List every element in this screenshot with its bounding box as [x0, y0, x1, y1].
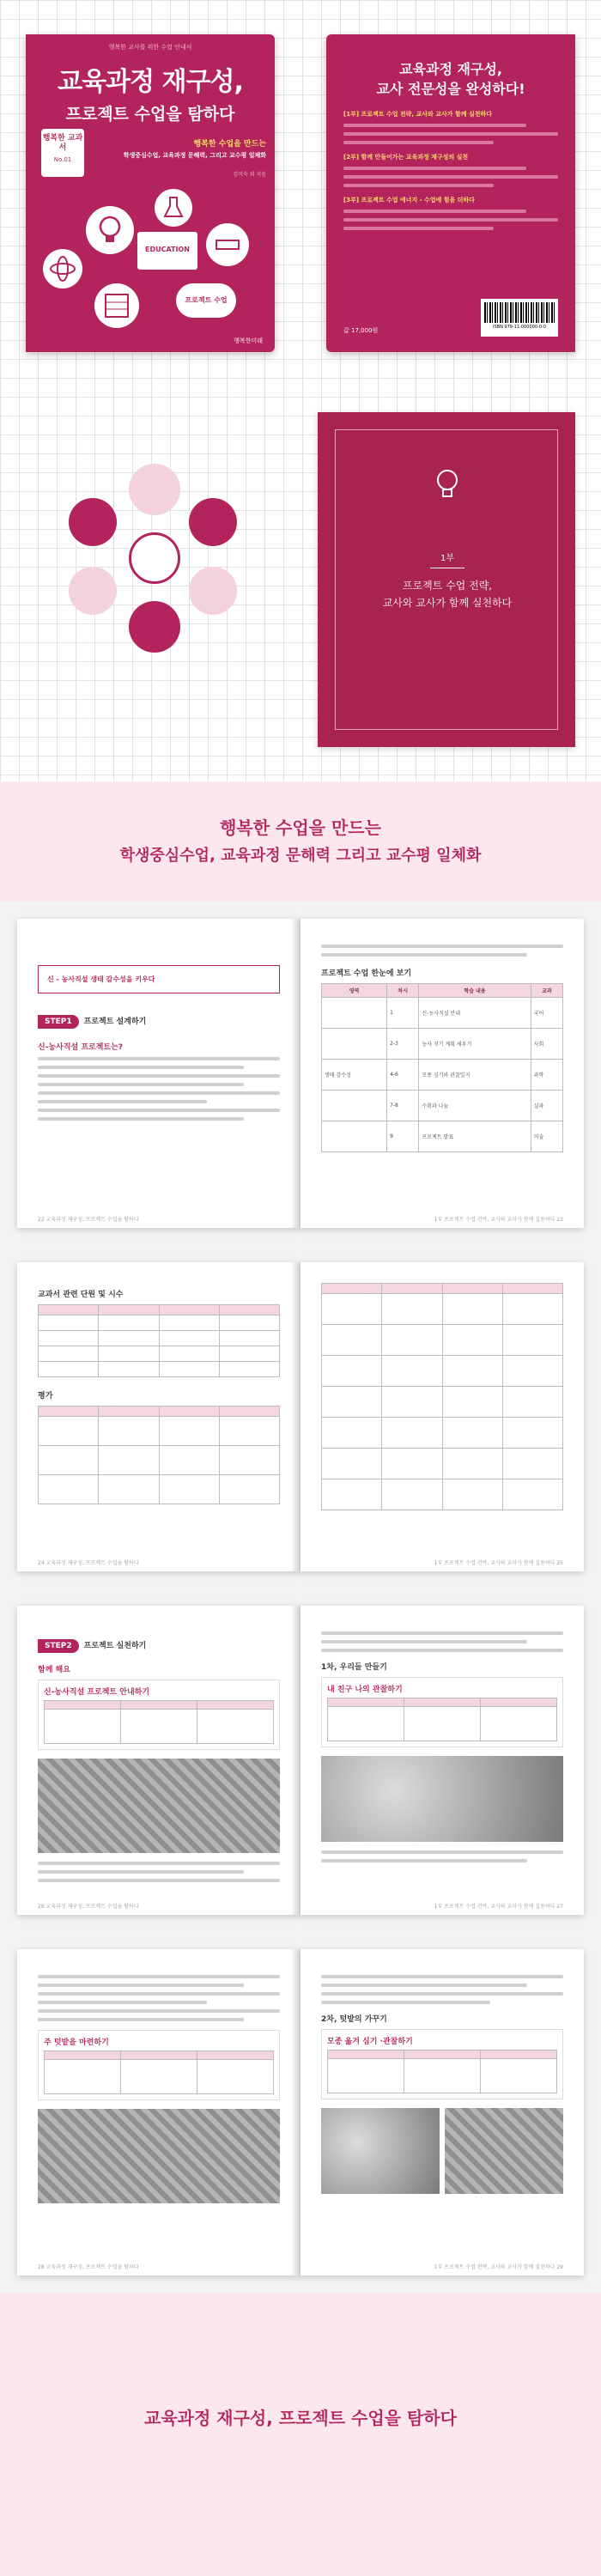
- lightbulb-icon: [430, 465, 464, 507]
- table-row: [328, 2050, 557, 2059]
- table-row: [322, 1091, 563, 1121]
- table-cell: [328, 2059, 404, 2093]
- text-line: [321, 1975, 563, 1978]
- question-heading: 신-농사직설 프로젝트는?: [38, 1043, 124, 1052]
- table-cell: [322, 1449, 382, 1479]
- chapter-box-text: 신 - 농사직설 생태 감수성을 키우다: [47, 975, 155, 983]
- flask-icon: [155, 189, 192, 227]
- isbn: ISBN 979-11-000000-0-0: [493, 325, 546, 330]
- table-row: [45, 1710, 274, 1744]
- subhead: 함께 해요: [38, 1666, 70, 1674]
- table-cell: [502, 1418, 562, 1449]
- table-cell: [442, 1294, 502, 1325]
- spread3-left: [17, 1606, 300, 1915]
- page-number-left: 26 교육과정 재구성, 프로젝트 수업을 탐하다: [38, 1904, 139, 1910]
- table-header-cell: 교과: [531, 984, 562, 998]
- table-cell: [404, 1707, 481, 1741]
- front-cover: [26, 34, 275, 352]
- chapter-box: [38, 965, 280, 993]
- cover-title-line2: 프로젝트 수업을 탐하다: [65, 105, 235, 124]
- table-cell: [502, 1479, 562, 1510]
- text-line: [343, 227, 494, 230]
- table-cell: [382, 1479, 442, 1510]
- text-line: [343, 210, 526, 213]
- table-cell: [322, 1294, 382, 1325]
- table-cell: [442, 1449, 502, 1479]
- table-cell: [99, 1446, 159, 1475]
- table-row: [328, 1707, 557, 1741]
- text-line: [38, 2009, 280, 2013]
- back-section-1: [1부] 프로젝트 수업 전략, 교사와 교사가 함께 실천하다: [343, 111, 492, 118]
- text-line: [321, 1649, 563, 1652]
- table-cell: [322, 1121, 387, 1152]
- table-row: [322, 1387, 563, 1418]
- table-cell: 농사 짓기 계획 세우기: [419, 1029, 531, 1060]
- activity-box-title: 주 텃밭을 마련하기: [44, 2038, 109, 2047]
- table-header-cell: [159, 1406, 219, 1417]
- table-row: [45, 2060, 274, 2094]
- table-cell: [481, 2059, 557, 2093]
- text-line: [38, 1091, 280, 1095]
- cover-illustration: [34, 189, 266, 343]
- table-header-cell: [219, 1406, 279, 1417]
- page-number-right: 1부 프로젝트 수업 전략, 교사와 교사가 함께 실천하다 29: [434, 2264, 563, 2270]
- table-cell: [159, 1446, 219, 1475]
- page-number-left: 22 교육과정 재구성, 프로젝트 수업을 탐하다: [38, 1217, 139, 1223]
- back-section-2: [2부] 함께 만들어가는 교육과정 재구성의 실천: [343, 154, 469, 161]
- cover-top-label: 행복한 교사를 위한 수업 안내서: [108, 44, 192, 51]
- table-cell: [442, 1325, 502, 1356]
- cover-tagline-line2: 학생중심수업, 교육과정 문해력, 그리고 교수평 일체화: [123, 152, 266, 159]
- activity-box-title: 신-농사직설 프로젝트 안내하기: [44, 1688, 150, 1697]
- table-cell: [442, 1479, 502, 1510]
- table-header-cell: [502, 1284, 562, 1294]
- activity-box-title: 모종 옮겨 심기 ·관찰하기: [327, 2038, 413, 2046]
- table-cell: [39, 1362, 99, 1377]
- text-line: [38, 2018, 244, 2021]
- abacus-icon: [94, 283, 139, 328]
- activity-box: [38, 1680, 280, 1750]
- activity-table: [327, 2050, 557, 2093]
- text-line: [321, 1984, 527, 1987]
- text-line: [343, 124, 526, 127]
- table-cell: 수확과 나눔: [419, 1091, 531, 1121]
- step-badge: STEP2: [38, 1639, 79, 1653]
- table-cell: 2-3: [387, 1029, 419, 1060]
- caption-band-1: [0, 781, 601, 902]
- activity-photo: [445, 2108, 563, 2194]
- garden-photo: [38, 2109, 280, 2203]
- table-row: [322, 1356, 563, 1387]
- table-cell: [197, 2060, 274, 2094]
- text-line: [343, 141, 494, 144]
- table-row: [322, 1294, 563, 1325]
- step-header: [38, 1011, 280, 1029]
- table-cell: [99, 1315, 159, 1331]
- table-cell: [382, 1294, 442, 1325]
- table-cell: [442, 1387, 502, 1418]
- table-cell: [39, 1331, 99, 1346]
- table-cell: [121, 2060, 197, 2094]
- text-line: [38, 1870, 244, 1874]
- spread-4: [0, 1932, 601, 2293]
- table-header-cell: 학습 내용: [419, 984, 531, 998]
- table-row: [39, 1406, 280, 1417]
- text-line: [321, 1640, 527, 1643]
- spread-2: [0, 1245, 601, 1589]
- text-line: [38, 1992, 280, 1996]
- table-row: [322, 1479, 563, 1510]
- table-cell: [159, 1315, 219, 1331]
- activity-table: [327, 1698, 557, 1741]
- table-row: [39, 1331, 280, 1346]
- spread2-heading: 교과서 관련 단원 및 시수: [38, 1291, 124, 1299]
- activity-box: [38, 2030, 280, 2100]
- table-cell: [99, 1346, 159, 1362]
- series-badge-label: 행복한 교과서: [42, 134, 83, 152]
- table-cell: [382, 1325, 442, 1356]
- table-header-cell: [99, 1305, 159, 1315]
- page-number-left: 28 교육과정 재구성, 프로젝트 수업을 탐하다: [38, 2264, 139, 2270]
- table-cell: [39, 1346, 99, 1362]
- table-cell: [322, 1325, 382, 1356]
- price-label: 값 17,000원: [343, 327, 379, 334]
- text-line: [38, 1862, 280, 1865]
- activity-table: [44, 1700, 274, 1744]
- table-cell: 실과: [531, 1091, 562, 1121]
- units-table: [38, 1304, 280, 1377]
- text-line: [38, 1975, 280, 1978]
- table-header-cell: [219, 1305, 279, 1315]
- table-header-cell: [99, 1406, 159, 1417]
- step-title: 프로젝트 설계하기: [83, 1018, 147, 1026]
- text-line: [38, 1100, 207, 1103]
- table-cell: [382, 1387, 442, 1418]
- part-title-line2: 교사와 교사가 함께 실천하다: [382, 597, 513, 609]
- text-line: [38, 1109, 280, 1112]
- table-cell: [99, 1331, 159, 1346]
- evaluation-heading: 평가: [38, 1392, 53, 1400]
- table-cell: 모종 심기와 관찰일지: [419, 1060, 531, 1091]
- table-cell: [39, 1475, 99, 1504]
- table-cell: 신-농사직설 안내: [419, 998, 531, 1029]
- table-header-cell: [442, 1284, 502, 1294]
- table-row: [322, 1449, 563, 1479]
- evaluation-table: [38, 1406, 280, 1504]
- activity-photo: [321, 2108, 440, 2194]
- table-row: [45, 2051, 274, 2060]
- spread4-left: [17, 1949, 300, 2275]
- table-cell: [219, 1346, 279, 1362]
- page-number-right: 1부 프로젝트 수업 전략, 교사와 교사가 함께 실천하다 23: [434, 1217, 563, 1223]
- table-cell: [219, 1417, 279, 1446]
- table-row: [322, 998, 563, 1029]
- table-header-cell: [481, 2050, 557, 2059]
- text-line: [321, 2001, 490, 2004]
- table-cell: [502, 1325, 562, 1356]
- caption1-line2: 학생중심수업, 교육과정 문해력 그리고 교수평 일체화: [119, 847, 482, 865]
- table-cell: 미술: [531, 1121, 562, 1152]
- cover-authors: 김미숙 외 지음: [233, 172, 266, 178]
- spread2-left: [17, 1262, 300, 1571]
- table-cell: [322, 1418, 382, 1449]
- table-cell: [404, 2059, 481, 2093]
- table-row: [39, 1417, 280, 1446]
- abacus-icon: [129, 601, 180, 653]
- table-cell: [382, 1449, 442, 1479]
- text-line: [38, 1879, 280, 1882]
- table-cell: [159, 1346, 219, 1362]
- table-cell: [322, 1356, 382, 1387]
- table-cell: 1: [387, 998, 419, 1029]
- text-line: [321, 1850, 563, 1854]
- table-row: [328, 2059, 557, 2093]
- barcode: [481, 299, 558, 337]
- table-cell: [322, 1387, 382, 1418]
- spread2-right: [300, 1262, 584, 1571]
- circle-diagram: [60, 464, 249, 653]
- table-header-cell: [322, 1284, 382, 1294]
- table-row: [39, 1446, 280, 1475]
- table-cell: [197, 1710, 274, 1744]
- table-row: [322, 1029, 563, 1060]
- table-cell: [39, 1417, 99, 1446]
- series-badge-number: No.01: [53, 155, 72, 163]
- text-line: [343, 167, 526, 170]
- ruler-icon: [206, 223, 249, 266]
- back-section-3: [3부] 프로젝트 수업 에너지 - 수업에 힘을 더하다: [343, 197, 475, 204]
- table-header-cell: [159, 1305, 219, 1315]
- text-line: [38, 2001, 207, 2004]
- table-header-cell: [45, 1701, 121, 1710]
- table-cell: [502, 1294, 562, 1325]
- table-cell: [382, 1418, 442, 1449]
- table-cell: [99, 1417, 159, 1446]
- table-cell: [322, 998, 387, 1029]
- left-inner-page: [26, 412, 283, 747]
- table-header-cell: [404, 1698, 481, 1707]
- part-title-page: [318, 412, 575, 747]
- series-badge: [41, 129, 84, 177]
- spread4-right: [300, 1949, 584, 2275]
- table-cell: [159, 1475, 219, 1504]
- table-cell: 9: [387, 1121, 419, 1152]
- atom-icon: [189, 567, 237, 615]
- text-line: [321, 1992, 563, 1996]
- back-cover: [326, 34, 575, 352]
- text-line: [343, 132, 558, 136]
- text-line: [38, 1083, 244, 1086]
- table-cell: [159, 1362, 219, 1377]
- table-cell: 국어: [531, 998, 562, 1029]
- activity-box: [321, 2029, 563, 2099]
- lightbulb-icon: [86, 206, 134, 254]
- spread1-left: [17, 919, 300, 1228]
- text-line: [38, 1074, 280, 1078]
- table-header-cell: [39, 1406, 99, 1417]
- table-header-cell: [121, 2051, 197, 2060]
- text-line: [321, 953, 527, 957]
- table-header-cell: [39, 1305, 99, 1315]
- table-cell: [219, 1362, 279, 1377]
- table-row: [322, 1418, 563, 1449]
- table-header-cell: 차시: [387, 984, 419, 998]
- table-cell: [322, 1479, 382, 1510]
- table-row: [39, 1315, 280, 1331]
- table-title: 프로젝트 수업 한눈에 보기: [321, 969, 412, 978]
- table-cell: 4-6: [387, 1060, 419, 1091]
- right-heading: 2차, 텃밭의 가꾸기: [321, 2015, 387, 2024]
- table-cell: [219, 1475, 279, 1504]
- center-logo-icon: [129, 532, 180, 584]
- part-section: [0, 378, 601, 781]
- table-cell: [481, 1707, 557, 1741]
- text-line: [321, 945, 563, 948]
- table-cell: 생태 감수성: [322, 1060, 387, 1091]
- activity-box-title: 내 친구 나의 관찰하기: [327, 1686, 403, 1694]
- table-header-cell: [197, 1701, 274, 1710]
- lightbulb-icon: [129, 464, 180, 515]
- spread-1: [0, 902, 601, 1245]
- table-cell: [45, 2060, 121, 2094]
- table-header-cell: [382, 1284, 442, 1294]
- table-cell: [121, 1710, 197, 1744]
- cover-bubble: 프로젝트 수업: [176, 283, 236, 318]
- photo-row: [321, 2108, 563, 2194]
- table-cell: [322, 1091, 387, 1121]
- table-cell: [99, 1475, 159, 1504]
- table-header-cell: [481, 1698, 557, 1707]
- page-number-left: 24 교육과정 재구성, 프로젝트 수업을 탐하다: [38, 1560, 139, 1566]
- page-number-right: 1부 프로젝트 수업 전략, 교사와 교사가 함께 실천하다 27: [434, 1904, 563, 1910]
- overview-table: [321, 983, 563, 1152]
- flask-icon: [189, 498, 237, 546]
- table-header-cell: [197, 2051, 274, 2060]
- table-cell: [502, 1387, 562, 1418]
- table-cell: [39, 1446, 99, 1475]
- table-row: [39, 1346, 280, 1362]
- table-row: [322, 1325, 563, 1356]
- cover-tagline-line1: 행복한 수업을 만드는: [193, 140, 266, 149]
- table-cell: [442, 1418, 502, 1449]
- table-cell: [502, 1449, 562, 1479]
- caption1-line1: 행복한 수업을 만드는: [220, 817, 381, 838]
- table-cell: [159, 1417, 219, 1446]
- table-cell: [442, 1356, 502, 1387]
- part-title-line1: 프로젝트 수업 전략,: [402, 580, 493, 592]
- table-cell: 7-8: [387, 1091, 419, 1121]
- book-icon: [69, 567, 117, 615]
- spread-3: [0, 1589, 601, 1932]
- text-line: [38, 1117, 244, 1121]
- table-header-cell: [328, 2050, 404, 2059]
- cover-section: [0, 0, 601, 378]
- text-line: [38, 1066, 244, 1069]
- table-header-cell: [45, 2051, 121, 2060]
- table-cell: [39, 1315, 99, 1331]
- table-cell: [45, 1710, 121, 1744]
- atom-icon: [43, 249, 82, 289]
- activity-photo: [321, 1756, 563, 1842]
- table-header-cell: 영역: [322, 984, 387, 998]
- back-headline-line2: 교사 전문성을 완성하다!: [376, 81, 525, 97]
- cover-title-line1: 교육과정 재구성,: [58, 67, 243, 97]
- right-heading: 1차, 우리들 만들기: [321, 1663, 387, 1672]
- text-line: [38, 1984, 244, 1987]
- text-line: [343, 218, 558, 222]
- activity-table: [44, 2050, 274, 2094]
- classroom-photo: [38, 1759, 280, 1853]
- text-line: [321, 1859, 527, 1862]
- spread1-right: [300, 919, 584, 1228]
- back-headline-line1: 교육과정 재구성,: [399, 61, 502, 77]
- cover-publisher: 행복한미래: [234, 337, 263, 344]
- text-line: [343, 175, 558, 179]
- caption-band-2: [0, 2293, 601, 2576]
- table-cell: [322, 1029, 387, 1060]
- table-row: [45, 1701, 274, 1710]
- table-cell: [219, 1331, 279, 1346]
- text-line: [343, 184, 494, 187]
- education-board: EDUCATION: [137, 232, 197, 270]
- table-cell: [382, 1356, 442, 1387]
- table-cell: [219, 1446, 279, 1475]
- table-cell: 사회: [531, 1029, 562, 1060]
- table-header-cell: [404, 2050, 481, 2059]
- table-cell: 과학: [531, 1060, 562, 1091]
- table-row: [322, 1121, 563, 1152]
- plan-table: [321, 1283, 563, 1510]
- table-header-cell: [121, 1701, 197, 1710]
- text-line: [321, 1631, 563, 1635]
- caption2-text: 교육과정 재구성, 프로젝트 수업을 탐하다: [144, 2408, 457, 2428]
- step-header: [38, 1635, 280, 1653]
- table-cell: [159, 1331, 219, 1346]
- table-row: [322, 1284, 563, 1294]
- part-label: 1부: [440, 554, 455, 563]
- table-cell: 프로젝트 발표: [419, 1121, 531, 1152]
- barcode-bars: [484, 302, 555, 323]
- table-cell: [219, 1315, 279, 1331]
- activity-box: [321, 1677, 563, 1747]
- page-number-right: 1부 프로젝트 수업 전략, 교사와 교사가 함께 실천하다 25: [434, 1560, 563, 1566]
- ruler-icon: [69, 498, 117, 546]
- table-cell: [99, 1362, 159, 1377]
- table-cell: [328, 1707, 404, 1741]
- part-inner-box: [335, 429, 558, 730]
- step-title: 프로젝트 실천하기: [83, 1642, 147, 1650]
- step-badge: STEP1: [38, 1015, 79, 1029]
- table-header-cell: [328, 1698, 404, 1707]
- spread3-right: [300, 1606, 584, 1915]
- table-row: [328, 1698, 557, 1707]
- table-row: [322, 1060, 563, 1091]
- table-row: [39, 1362, 280, 1377]
- table-row: [39, 1475, 280, 1504]
- table-row: [39, 1305, 280, 1315]
- text-line: [38, 1057, 280, 1060]
- table-cell: [502, 1356, 562, 1387]
